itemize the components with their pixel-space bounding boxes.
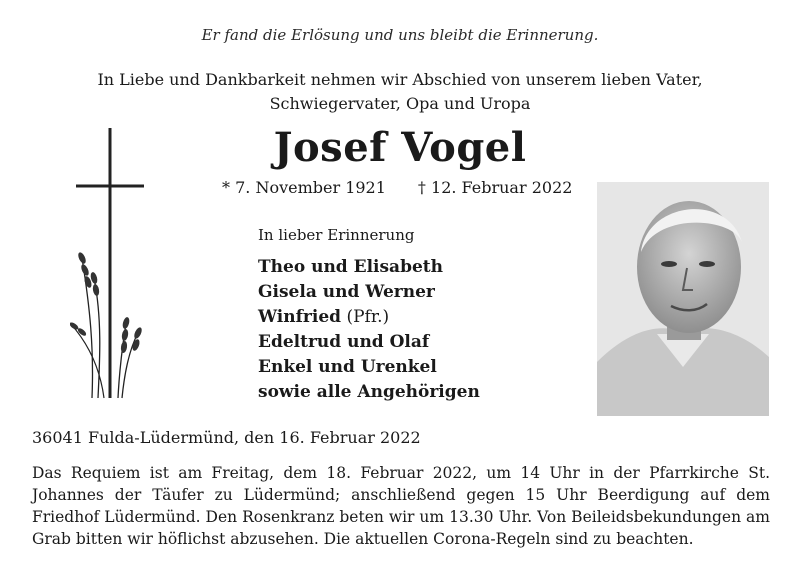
death-date: † 12. Februar 2022 [417,178,573,197]
portrait-photo [597,182,769,416]
mourner-name: Enkel und Urenkel [258,357,437,377]
mourner-line [258,280,480,305]
motto-text: Er fand die Erlösung und uns bleibt die Erinnerung. [201,26,599,44]
mourner-note: (Pfr.) [341,307,390,327]
intro-line-2: Schwiegervater, Opa und Uropa [269,94,531,113]
intro-text [0,68,800,116]
mourner-line [258,330,480,355]
cross-with-wheat-icon [70,128,165,408]
mourner-name: Winfried [258,307,342,327]
mourner-name: Theo und Elisabeth [258,257,443,277]
portrait-photo-icon [597,182,769,416]
birth-date: * 7. November 1921 [222,178,386,197]
funeral-notice: Das Requiem ist am Freitag, dem 18. Februar 2022, um 14 Uhr in der Pfarrkirche St. Johannes der Täufer zu Lüdermünd; anschließend gegen 15 Uhr Beerdigung auf dem Friedhof Lüdermünd. Den Rosenkranz beten wir um 13.30 Uhr. Von Beileidsbekundungen am Grab bitten wir höflichst abzusehen. Die aktuellen Corona-Regeln sind zu beachten. [32,464,770,548]
mourner-name: sowie alle Angehörigen [258,382,480,402]
deceased-name: Josef Vogel [273,124,527,171]
place-and-date: 36041 Fulda-Lüdermünd, den 16. Februar 2022 [32,428,421,447]
remembrance-label: In lieber Erinnerung [258,226,415,244]
mourner-line [258,355,480,380]
intro-line-1: In Liebe und Dankbarkeit nehmen wir Abschied von unserem lieben Vater, [97,70,703,89]
mourner-line [258,255,480,280]
life-dates [222,178,602,197]
mourner-name: Edeltrud und Olaf [258,332,430,352]
mourner-line [258,305,480,330]
mourners-list [258,255,480,405]
mourner-name: Gisela und Werner [258,282,435,302]
mourner-line [258,380,480,405]
